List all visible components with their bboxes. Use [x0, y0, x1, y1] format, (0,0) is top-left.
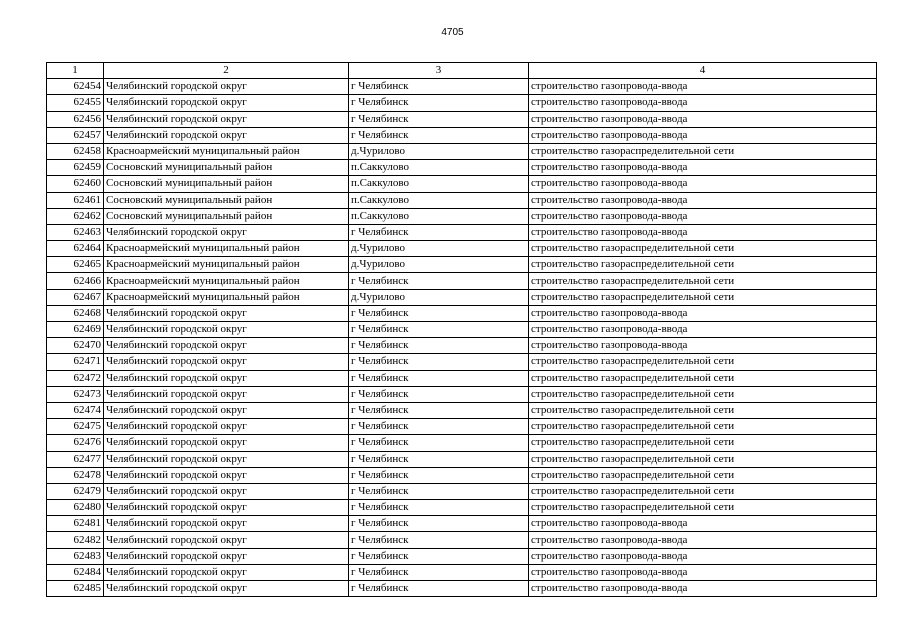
locality-cell: г Челябинск — [349, 79, 529, 95]
row-number-cell: 62480 — [47, 500, 104, 516]
municipality-cell: Челябинский городской округ — [104, 305, 349, 321]
row-number-cell: 62465 — [47, 257, 104, 273]
municipality-cell: Сосновский муниципальный район — [104, 160, 349, 176]
row-number-cell: 62466 — [47, 273, 104, 289]
row-number-cell: 62476 — [47, 435, 104, 451]
row-number-cell: 62457 — [47, 127, 104, 143]
table-row — [47, 143, 877, 159]
locality-cell: г Челябинск — [349, 419, 529, 435]
locality-cell: д.Чурилово — [349, 289, 529, 305]
locality-cell: г Челябинск — [349, 435, 529, 451]
table-row — [47, 95, 877, 111]
work-type-cell: строительство газопровода-ввода — [529, 516, 877, 532]
row-number-cell: 62455 — [47, 95, 104, 111]
locality-cell: д.Чурилово — [349, 241, 529, 257]
municipality-cell: Челябинский городской округ — [104, 322, 349, 338]
work-type-cell: строительство газораспределительной сети — [529, 370, 877, 386]
work-type-cell: строительство газораспределительной сети — [529, 402, 877, 418]
municipality-cell: Сосновский муниципальный район — [104, 192, 349, 208]
locality-cell: г Челябинск — [349, 224, 529, 240]
row-number-cell: 62468 — [47, 305, 104, 321]
locality-cell: г Челябинск — [349, 111, 529, 127]
row-number-cell: 62474 — [47, 402, 104, 418]
row-number-cell: 62459 — [47, 160, 104, 176]
locality-cell: г Челябинск — [349, 127, 529, 143]
locality-cell: г Челябинск — [349, 548, 529, 564]
work-type-cell: строительство газопровода-ввода — [529, 160, 877, 176]
work-type-cell: строительство газопровода-ввода — [529, 338, 877, 354]
row-number-cell: 62464 — [47, 241, 104, 257]
locality-cell: д.Чурилово — [349, 257, 529, 273]
municipality-cell: Челябинский городской округ — [104, 564, 349, 580]
municipality-cell: Челябинский городской округ — [104, 419, 349, 435]
municipality-cell: Челябинский городской округ — [104, 581, 349, 597]
row-number-cell: 62454 — [47, 79, 104, 95]
table-row — [47, 419, 877, 435]
locality-cell: г Челябинск — [349, 500, 529, 516]
row-number-cell: 62462 — [47, 208, 104, 224]
locality-cell: г Челябинск — [349, 386, 529, 402]
row-number-cell: 62458 — [47, 143, 104, 159]
locality-cell: г Челябинск — [349, 354, 529, 370]
work-type-cell: строительство газопровода-ввода — [529, 564, 877, 580]
work-type-cell: строительство газораспределительной сети — [529, 500, 877, 516]
work-type-cell: строительство газопровода-ввода — [529, 127, 877, 143]
row-number-cell: 62485 — [47, 581, 104, 597]
work-type-cell: строительство газопровода-ввода — [529, 208, 877, 224]
municipality-cell: Челябинский городской округ — [104, 354, 349, 370]
work-type-cell: строительство газопровода-ввода — [529, 192, 877, 208]
municipality-cell: Красноармейский муниципальный район — [104, 289, 349, 305]
work-type-cell: строительство газораспределительной сети — [529, 467, 877, 483]
table-row — [47, 516, 877, 532]
work-type-cell: строительство газораспределительной сети — [529, 435, 877, 451]
table-row — [47, 338, 877, 354]
table-row — [47, 451, 877, 467]
table-row — [47, 305, 877, 321]
work-type-cell: строительство газопровода-ввода — [529, 111, 877, 127]
municipality-cell: Челябинский городской округ — [104, 435, 349, 451]
row-number-cell: 62472 — [47, 370, 104, 386]
table-row — [47, 79, 877, 95]
municipality-cell: Челябинский городской округ — [104, 370, 349, 386]
table-row — [47, 532, 877, 548]
work-type-cell: строительство газораспределительной сети — [529, 354, 877, 370]
municipality-cell: Сосновский муниципальный район — [104, 176, 349, 192]
municipality-cell: Челябинский городской округ — [104, 516, 349, 532]
work-type-cell: строительство газораспределительной сети — [529, 143, 877, 159]
municipality-cell: Челябинский городской округ — [104, 532, 349, 548]
municipality-cell: Челябинский городской округ — [104, 500, 349, 516]
table-row — [47, 224, 877, 240]
table-row — [47, 273, 877, 289]
locality-cell: г Челябинск — [349, 581, 529, 597]
column-header-2: 2 — [104, 63, 349, 79]
municipality-cell: Челябинский городской округ — [104, 95, 349, 111]
table-row — [47, 208, 877, 224]
locality-cell: г Челябинск — [349, 451, 529, 467]
row-number-cell: 62456 — [47, 111, 104, 127]
municipality-cell: Челябинский городской округ — [104, 402, 349, 418]
work-type-cell: строительство газопровода-ввода — [529, 322, 877, 338]
row-number-cell: 62463 — [47, 224, 104, 240]
locality-cell: п.Саккулово — [349, 192, 529, 208]
locality-cell: г Челябинск — [349, 305, 529, 321]
work-type-cell: строительство газопровода-ввода — [529, 79, 877, 95]
row-number-cell: 62467 — [47, 289, 104, 305]
row-number-cell: 62469 — [47, 322, 104, 338]
table-row — [47, 370, 877, 386]
column-header-3: 3 — [349, 63, 529, 79]
locality-cell: п.Саккулово — [349, 176, 529, 192]
locality-cell: п.Саккулово — [349, 160, 529, 176]
table-row — [47, 257, 877, 273]
work-type-cell: строительство газопровода-ввода — [529, 224, 877, 240]
work-type-cell: строительство газораспределительной сети — [529, 451, 877, 467]
work-type-cell: строительство газораспределительной сети — [529, 419, 877, 435]
locality-cell: г Челябинск — [349, 273, 529, 289]
work-type-cell: строительство газопровода-ввода — [529, 95, 877, 111]
header-row — [47, 63, 877, 79]
municipality-cell: Челябинский городской округ — [104, 483, 349, 499]
work-type-cell: строительство газораспределительной сети — [529, 257, 877, 273]
table-row — [47, 354, 877, 370]
locality-cell: г Челябинск — [349, 516, 529, 532]
row-number-cell: 62460 — [47, 176, 104, 192]
municipality-cell: Челябинский городской округ — [104, 127, 349, 143]
column-header-4: 4 — [529, 63, 877, 79]
row-number-cell: 62484 — [47, 564, 104, 580]
municipality-cell: Челябинский городской округ — [104, 79, 349, 95]
page-number: 4705 — [441, 27, 464, 38]
table-row — [47, 192, 877, 208]
table-row — [47, 500, 877, 516]
municipality-cell: Красноармейский муниципальный район — [104, 257, 349, 273]
table-row — [47, 127, 877, 143]
locality-cell: г Челябинск — [349, 564, 529, 580]
locality-cell: г Челябинск — [349, 483, 529, 499]
work-type-cell: строительство газопровода-ввода — [529, 305, 877, 321]
municipality-cell: Челябинский городской округ — [104, 386, 349, 402]
municipality-cell: Челябинский городской округ — [104, 451, 349, 467]
row-number-cell: 62479 — [47, 483, 104, 499]
row-number-cell: 62483 — [47, 548, 104, 564]
municipality-cell: Красноармейский муниципальный район — [104, 273, 349, 289]
table-row — [47, 160, 877, 176]
table-row — [47, 289, 877, 305]
work-type-cell: строительство газораспределительной сети — [529, 241, 877, 257]
row-number-cell: 62471 — [47, 354, 104, 370]
municipality-cell: Красноармейский муниципальный район — [104, 241, 349, 257]
row-number-cell: 62481 — [47, 516, 104, 532]
row-number-cell: 62477 — [47, 451, 104, 467]
work-type-cell: строительство газопровода-ввода — [529, 548, 877, 564]
registry-table — [46, 62, 877, 597]
municipality-cell: Сосновский муниципальный район — [104, 208, 349, 224]
locality-cell: г Челябинск — [349, 322, 529, 338]
municipality-cell: Челябинский городской округ — [104, 467, 349, 483]
locality-cell: г Челябинск — [349, 402, 529, 418]
table-row — [47, 111, 877, 127]
row-number-cell: 62461 — [47, 192, 104, 208]
locality-cell: г Челябинск — [349, 370, 529, 386]
row-number-cell: 62470 — [47, 338, 104, 354]
locality-cell: д.Чурилово — [349, 143, 529, 159]
locality-cell: г Челябинск — [349, 338, 529, 354]
table-row — [47, 483, 877, 499]
work-type-cell: строительство газопровода-ввода — [529, 581, 877, 597]
table-row — [47, 176, 877, 192]
table-body — [47, 79, 877, 597]
row-number-cell: 62482 — [47, 532, 104, 548]
locality-cell: г Челябинск — [349, 95, 529, 111]
work-type-cell: строительство газораспределительной сети — [529, 386, 877, 402]
locality-cell: п.Саккулово — [349, 208, 529, 224]
table-row — [47, 402, 877, 418]
municipality-cell: Красноармейский муниципальный район — [104, 143, 349, 159]
work-type-cell: строительство газораспределительной сети — [529, 483, 877, 499]
row-number-cell: 62473 — [47, 386, 104, 402]
table-row — [47, 581, 877, 597]
work-type-cell: строительство газораспределительной сети — [529, 273, 877, 289]
table-row — [47, 564, 877, 580]
locality-cell: г Челябинск — [349, 467, 529, 483]
municipality-cell: Челябинский городской округ — [104, 338, 349, 354]
table-row — [47, 241, 877, 257]
municipality-cell: Челябинский городской округ — [104, 548, 349, 564]
column-header-1: 1 — [47, 63, 104, 79]
table-row — [47, 386, 877, 402]
row-number-cell: 62478 — [47, 467, 104, 483]
locality-cell: г Челябинск — [349, 532, 529, 548]
municipality-cell: Челябинский городской округ — [104, 111, 349, 127]
table-row — [47, 435, 877, 451]
work-type-cell: строительство газораспределительной сети — [529, 289, 877, 305]
table-row — [47, 322, 877, 338]
work-type-cell: строительство газопровода-ввода — [529, 532, 877, 548]
municipality-cell: Челябинский городской округ — [104, 224, 349, 240]
work-type-cell: строительство газопровода-ввода — [529, 176, 877, 192]
table-row — [47, 467, 877, 483]
table-row — [47, 548, 877, 564]
row-number-cell: 62475 — [47, 419, 104, 435]
